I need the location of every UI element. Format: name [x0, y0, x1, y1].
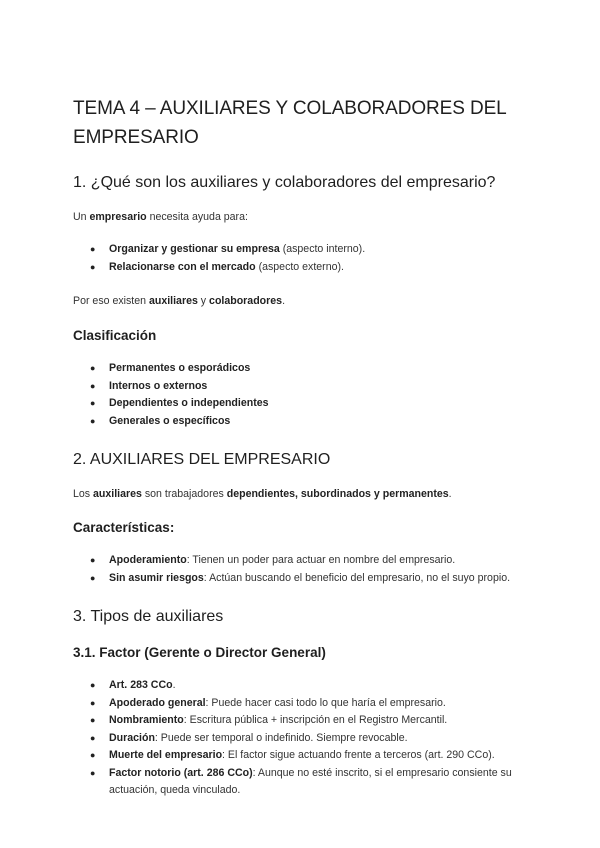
intro-text-a: Un	[73, 211, 90, 223]
bullet-icon: ●	[90, 380, 96, 391]
bullet-icon: ●	[90, 363, 96, 373]
bullet-icon: ●	[90, 261, 96, 272]
list-item-bold: Dependientes o independientes	[109, 397, 269, 409]
factor-heading: 3.1. Factor (Gerente o Director General)	[73, 645, 326, 660]
list-item-bold: Sin asumir riesgos	[109, 571, 204, 584]
outro-bold-b: colaboradores	[209, 295, 283, 307]
s2-bold-a: auxiliares	[93, 488, 142, 500]
list-item	[73, 570, 538, 588]
list-item-bold: Generales o específicos	[109, 414, 231, 427]
list-item-bold: Internos o externos	[109, 379, 208, 392]
list-item	[73, 695, 538, 713]
document-title: TEMA 4 – AUXILIARES Y COLABORADORES DEL EMPRESARIO	[73, 98, 506, 148]
list-item-bold: Apoderamiento	[109, 554, 187, 566]
list-item-text: : Escritura pública + inscripción en el Registro Mercantil.	[183, 714, 448, 726]
section-3-heading: 3. Tipos de auxiliares	[73, 608, 224, 625]
factor-list	[73, 677, 538, 800]
list-item-text: : Aunque no esté inscrito, si el empresario consiente su actuación, queda vinculado.	[109, 766, 512, 796]
outro-text-c: y	[197, 295, 210, 307]
list-item	[73, 730, 538, 748]
bullet-icon: ●	[90, 398, 96, 408]
classification-list	[73, 360, 538, 430]
section-1-outro	[73, 294, 538, 309]
list-item-bold: Permanentes o esporádicos	[109, 362, 251, 374]
list-item-text: : Actúan buscando el beneficio del empresario, no el suyo propio.	[203, 571, 511, 584]
list-item-bold: Duración	[109, 731, 155, 744]
outro-text-a: Por eso existen	[73, 295, 149, 307]
characteristics-list	[73, 552, 538, 587]
bullet-icon: ●	[90, 244, 96, 254]
bullet-icon: ●	[90, 415, 96, 426]
list-item	[73, 259, 538, 277]
classification-heading: Clasificación	[73, 328, 157, 343]
list-item	[73, 765, 538, 800]
list-item-text: : Puede hacer casi todo lo que haría el empresario.	[205, 696, 446, 709]
s2-text-a: Los	[73, 488, 94, 500]
section-2-heading: 2. AUXILIARES DEL EMPRESARIO	[73, 451, 331, 468]
section-1-intro	[73, 210, 538, 225]
bullet-icon: ●	[90, 572, 96, 583]
bullet-icon: ●	[90, 767, 96, 778]
list-item	[73, 677, 538, 695]
list-item-text: : Tienen un poder para actuar en nombre del empresario.	[186, 554, 456, 566]
bullet-icon: ●	[90, 680, 96, 690]
intro-text-c: necesita ayuda para:	[146, 211, 248, 223]
list-item-text: .	[172, 679, 176, 691]
characteristics-heading: Características:	[73, 520, 175, 535]
list-item-text: (aspecto externo).	[255, 260, 344, 273]
list-item-bold: Apoderado general	[109, 696, 206, 709]
list-item-bold: Factor notorio (art. 286 CCo)	[109, 766, 253, 779]
list-item-text: : El factor sigue actuando frente a terceros (art. 290 CCo).	[222, 749, 495, 761]
bullet-icon: ●	[90, 750, 96, 760]
intro-text-bold: empresario	[89, 211, 147, 223]
list-item	[73, 378, 538, 396]
outro-text-e: .	[282, 295, 286, 307]
outro-bold-a: auxiliares	[148, 295, 198, 307]
list-item	[73, 712, 538, 730]
list-item-text: (aspecto interno).	[279, 243, 366, 255]
s2-text-c: son trabajadores	[141, 488, 227, 500]
list-item-bold: Organizar y gestionar su empresa	[109, 243, 280, 255]
section-1-heading: 1. ¿Qué son los auxiliares y colaboradores del empresario?	[73, 174, 496, 191]
list-item	[73, 413, 538, 431]
bullet-icon: ●	[90, 732, 96, 743]
list-item-bold: Relacionarse con el mercado	[109, 260, 256, 273]
list-item	[73, 395, 538, 413]
s2-bold-b: dependientes, subordinados y permanentes	[226, 488, 449, 500]
list-item-bold: Nombramiento	[109, 714, 184, 726]
list-item-bold: Muerte del empresario	[109, 749, 223, 761]
s2-text-e: .	[448, 488, 452, 500]
bullet-icon: ●	[90, 555, 96, 565]
list-item	[73, 360, 538, 378]
list-item	[73, 747, 538, 765]
bullet-icon: ●	[90, 715, 96, 725]
list-item	[73, 241, 538, 259]
list-item-bold: Art. 283 CCo	[109, 679, 173, 691]
bullet-icon: ●	[90, 697, 96, 708]
list-item	[73, 552, 538, 570]
section-2-paragraph	[73, 487, 538, 502]
list-item-text: : Puede ser temporal o indefinido. Siempre revocable.	[154, 731, 408, 744]
section-1-list	[73, 241, 538, 276]
